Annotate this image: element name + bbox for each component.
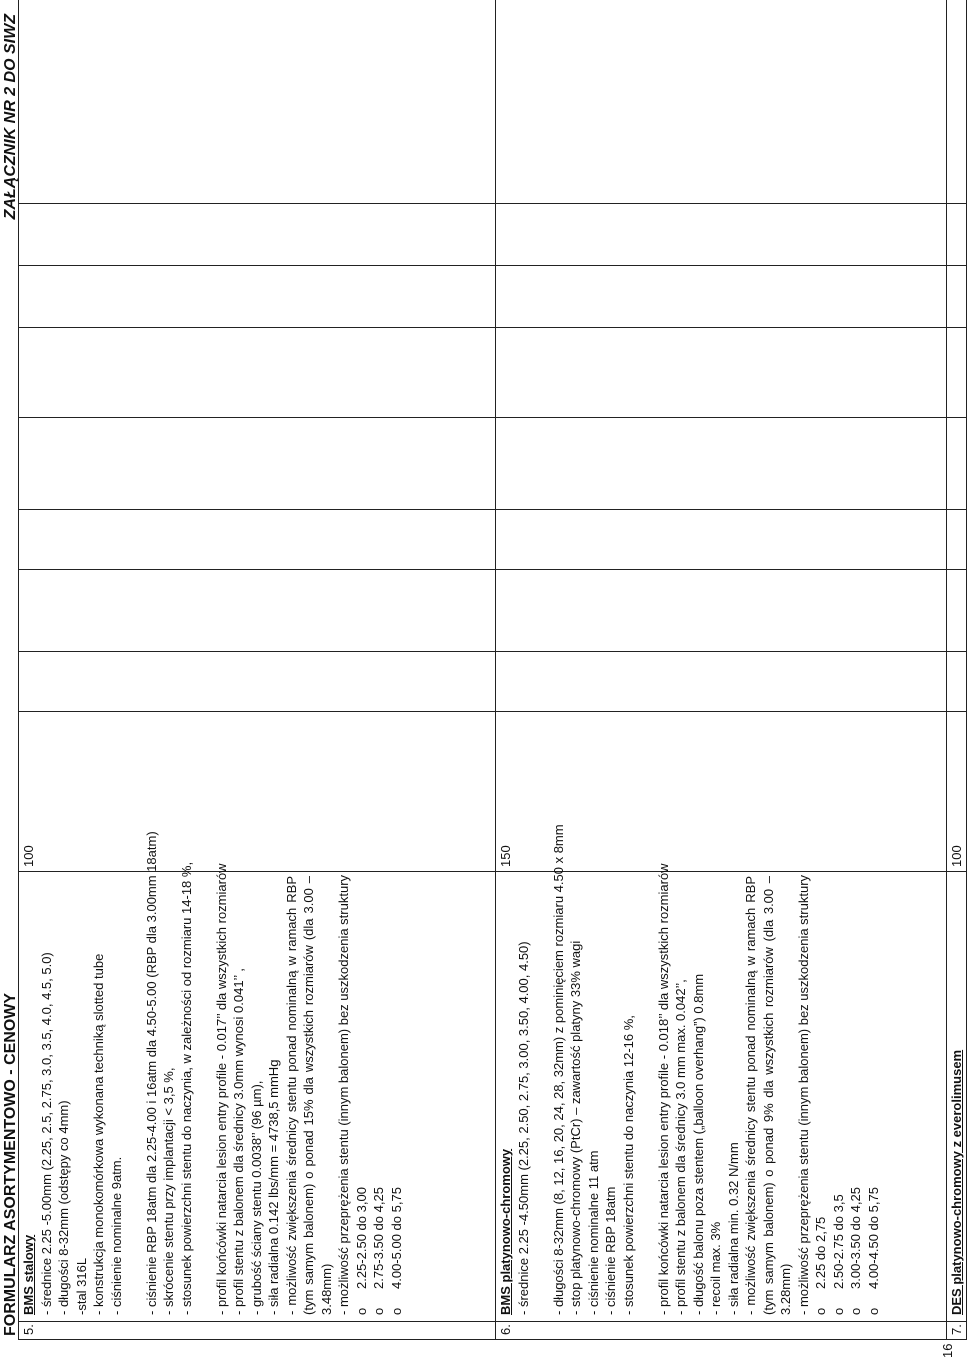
spec-line: - możliwość przeprężenia stentu (innym balonem) bez uszkodzenia struktury [795,874,811,1315]
spec-line: - siła radialna min. 0.32 N/mm [725,1142,741,1315]
empty-price-cell[interactable] [496,266,947,328]
empty-price-cell[interactable] [947,328,967,418]
empty-price-cell[interactable] [19,510,496,570]
spec-line: - skrócenie stentu przy implantacji < 3,5 %, [161,1067,176,1315]
empty-price-cell[interactable] [496,328,947,418]
page-number: 16 [940,1343,955,1358]
size-bullet [370,876,388,1315]
spec-line: - profil końcówki natarcia lesion entry profile - 0.018’’ dla wszystkich rozmiarów [655,863,671,1315]
bullet-glyph: o [371,1307,386,1315]
spec-line: - możliwość zwiększenia średnicy stentu ponad nominalną w ramach RBP (tym samym balonem) o ponad 15% dla wszystkich rozmiarów (dla 3.00 – 3.48mm) [283,876,334,1315]
empty-price-cell[interactable] [19,0,496,204]
size-bullet [865,876,883,1315]
empty-price-cell[interactable] [496,570,947,652]
form-title: FORMULARZ ASORTYMENTOWO - CENOWY [2,992,19,1336]
size-range: 2.25-2.50 do 3,00 [353,1187,369,1289]
size-range: 2.75-3.50 do 4,25 [371,1187,386,1289]
empty-price-cell[interactable] [19,652,496,712]
size-range: 2.25 do 2,75 [813,1216,828,1289]
empty-price-cell[interactable] [19,418,496,510]
product-title: DES platynowo-chromowy z everolimusem [949,1049,964,1315]
spec-line: - siła radialna 0.142 lbs/mm = 4738,5 mmHg [266,1059,281,1315]
spec-line: - długość balonu poza stentem („balloon overhang”) 0.8mm [690,973,706,1315]
empty-price-cell[interactable] [19,570,496,652]
spec-line: - ciśnienie nominalne 9atm. [108,1156,124,1315]
assortment-table [18,0,967,1340]
empty-price-cell[interactable] [947,510,967,570]
spec-line: - konstrukcja monokomórkowa wykonana techniką slotted tube [91,953,106,1315]
spacer [637,876,655,1315]
size-range: 4.00-5.00 do 5,75 [388,1187,404,1289]
bullet-glyph: o [830,1307,846,1315]
product-title: BMS platynowo-chromowy [498,1148,513,1315]
spec-line: - średnice 2.25 -4.50mm (2.25, 2.50, 2.75, 3.00, 3.50, 4.00, 4.50) [515,941,531,1315]
spec-line: -stal 316L [73,1257,89,1315]
table-row [947,0,967,1340]
empty-price-cell[interactable] [496,652,947,712]
size-bullet [388,876,406,1315]
quantity: 150 [496,712,947,872]
empty-price-cell[interactable] [496,204,947,266]
size-range: 3.00-3.50 do 4,25 [848,1187,863,1289]
spec-line: - ciśnienie nominalne 11 atm [585,1150,601,1315]
bullet-glyph: o [813,1307,828,1315]
spec-line: - grubość ściany stentu 0.0038’’ (96 µm), [248,1080,264,1315]
spec-line: - ciśnienie RBP 18atm dla 2.25-4.00 i 16atm dla 4.50-5.00 (RBP dla 3.00mm 18atm) [143,831,159,1315]
product-description [947,872,967,1322]
quantity: 100 [947,712,967,872]
empty-price-cell[interactable] [19,204,496,266]
bullet-glyph: o [353,1307,369,1315]
size-bullet [812,876,830,1315]
quantity: 100 [19,712,496,872]
empty-price-cell[interactable] [947,652,967,712]
spec-line: - profil stentu z balonem dla średnicy 3.0mm wynosi 0.041’’ , [231,968,246,1315]
size-range: 4.00-4.50 do 5,75 [865,1187,881,1289]
spacer [125,876,143,1315]
size-bullet [830,876,848,1315]
spec-line: - możliwość przeprężenia stentu (innym balonem) bez uszkodzenia struktury [336,874,351,1315]
table-row [496,0,947,1340]
spacer [195,876,213,1315]
empty-price-cell[interactable] [947,0,967,204]
attachment-label: ZAŁĄCZNIK NR 2 DO SIWZ [2,14,19,220]
empty-price-cell[interactable] [947,204,967,266]
row-number: 6. [496,1322,947,1340]
spec-line: - długości 8-32mm (8, 12, 16, 20, 24, 28, 32mm) z pominięciem rozmiaru 4.50 x 8mm [550,824,566,1315]
empty-price-cell[interactable] [947,570,967,652]
spec-line: - profil końcówki natarcia lesion entry profile - 0.017’’ dla wszystkich rozmiarów [213,863,229,1315]
bullet-glyph: o [865,1307,881,1315]
bullet-glyph: o [848,1307,863,1315]
spec-line: - stosunek powierzchni stentu do naczynia, w zależności od rozmiaru 14-18 %, [178,861,194,1315]
row-number: 5. [19,1322,496,1340]
row-number: 7. [947,1322,967,1340]
size-range: 2.50-2.75 do 3,5 [830,1194,846,1289]
empty-price-cell[interactable] [19,328,496,418]
spec-line: - recoil max. 3% [708,1221,723,1315]
size-bullet [847,876,865,1315]
spec-line: - ciśnienie RBP 18atm [603,1186,618,1315]
bullet-glyph: o [388,1307,404,1315]
empty-price-cell[interactable] [496,418,947,510]
spec-line: - średnice 2.25 -5.00mm (2.25, 2.5, 2.75, 3.0, 3.5, 4.0, 4.5, 5.0) [38,952,54,1315]
spec-line: - stosunek powierzchni stentu do naczynia 12-16 %, [620,1015,636,1315]
spec-line: - długości 8-32mm (odstępy co 4mm) [56,1100,71,1315]
product-title: BMS stalowy [21,1234,36,1315]
size-bullet [353,876,371,1315]
empty-price-cell[interactable] [947,418,967,510]
empty-price-cell[interactable] [496,510,947,570]
spacer [532,876,550,1315]
empty-price-cell[interactable] [496,0,947,204]
empty-price-cell[interactable] [947,266,967,328]
table-row [19,0,496,1340]
empty-price-cell[interactable] [19,266,496,328]
spec-line: - profil stentu z balonem dla średnicy 3.0 mm max. 0.042’’, [673,979,688,1315]
spec-line: - możliwość zwiększenia średnicy stentu ponad nominalną w ramach RBP (tym samym balonem) o ponad 9% dla wszystkich rozmiarów (dla 3.00 – 3.28mm) [743,876,793,1315]
spec-line: - stop platynowo-chromowy (PtCr) – zawartość platyny 33% wagi [568,940,583,1315]
